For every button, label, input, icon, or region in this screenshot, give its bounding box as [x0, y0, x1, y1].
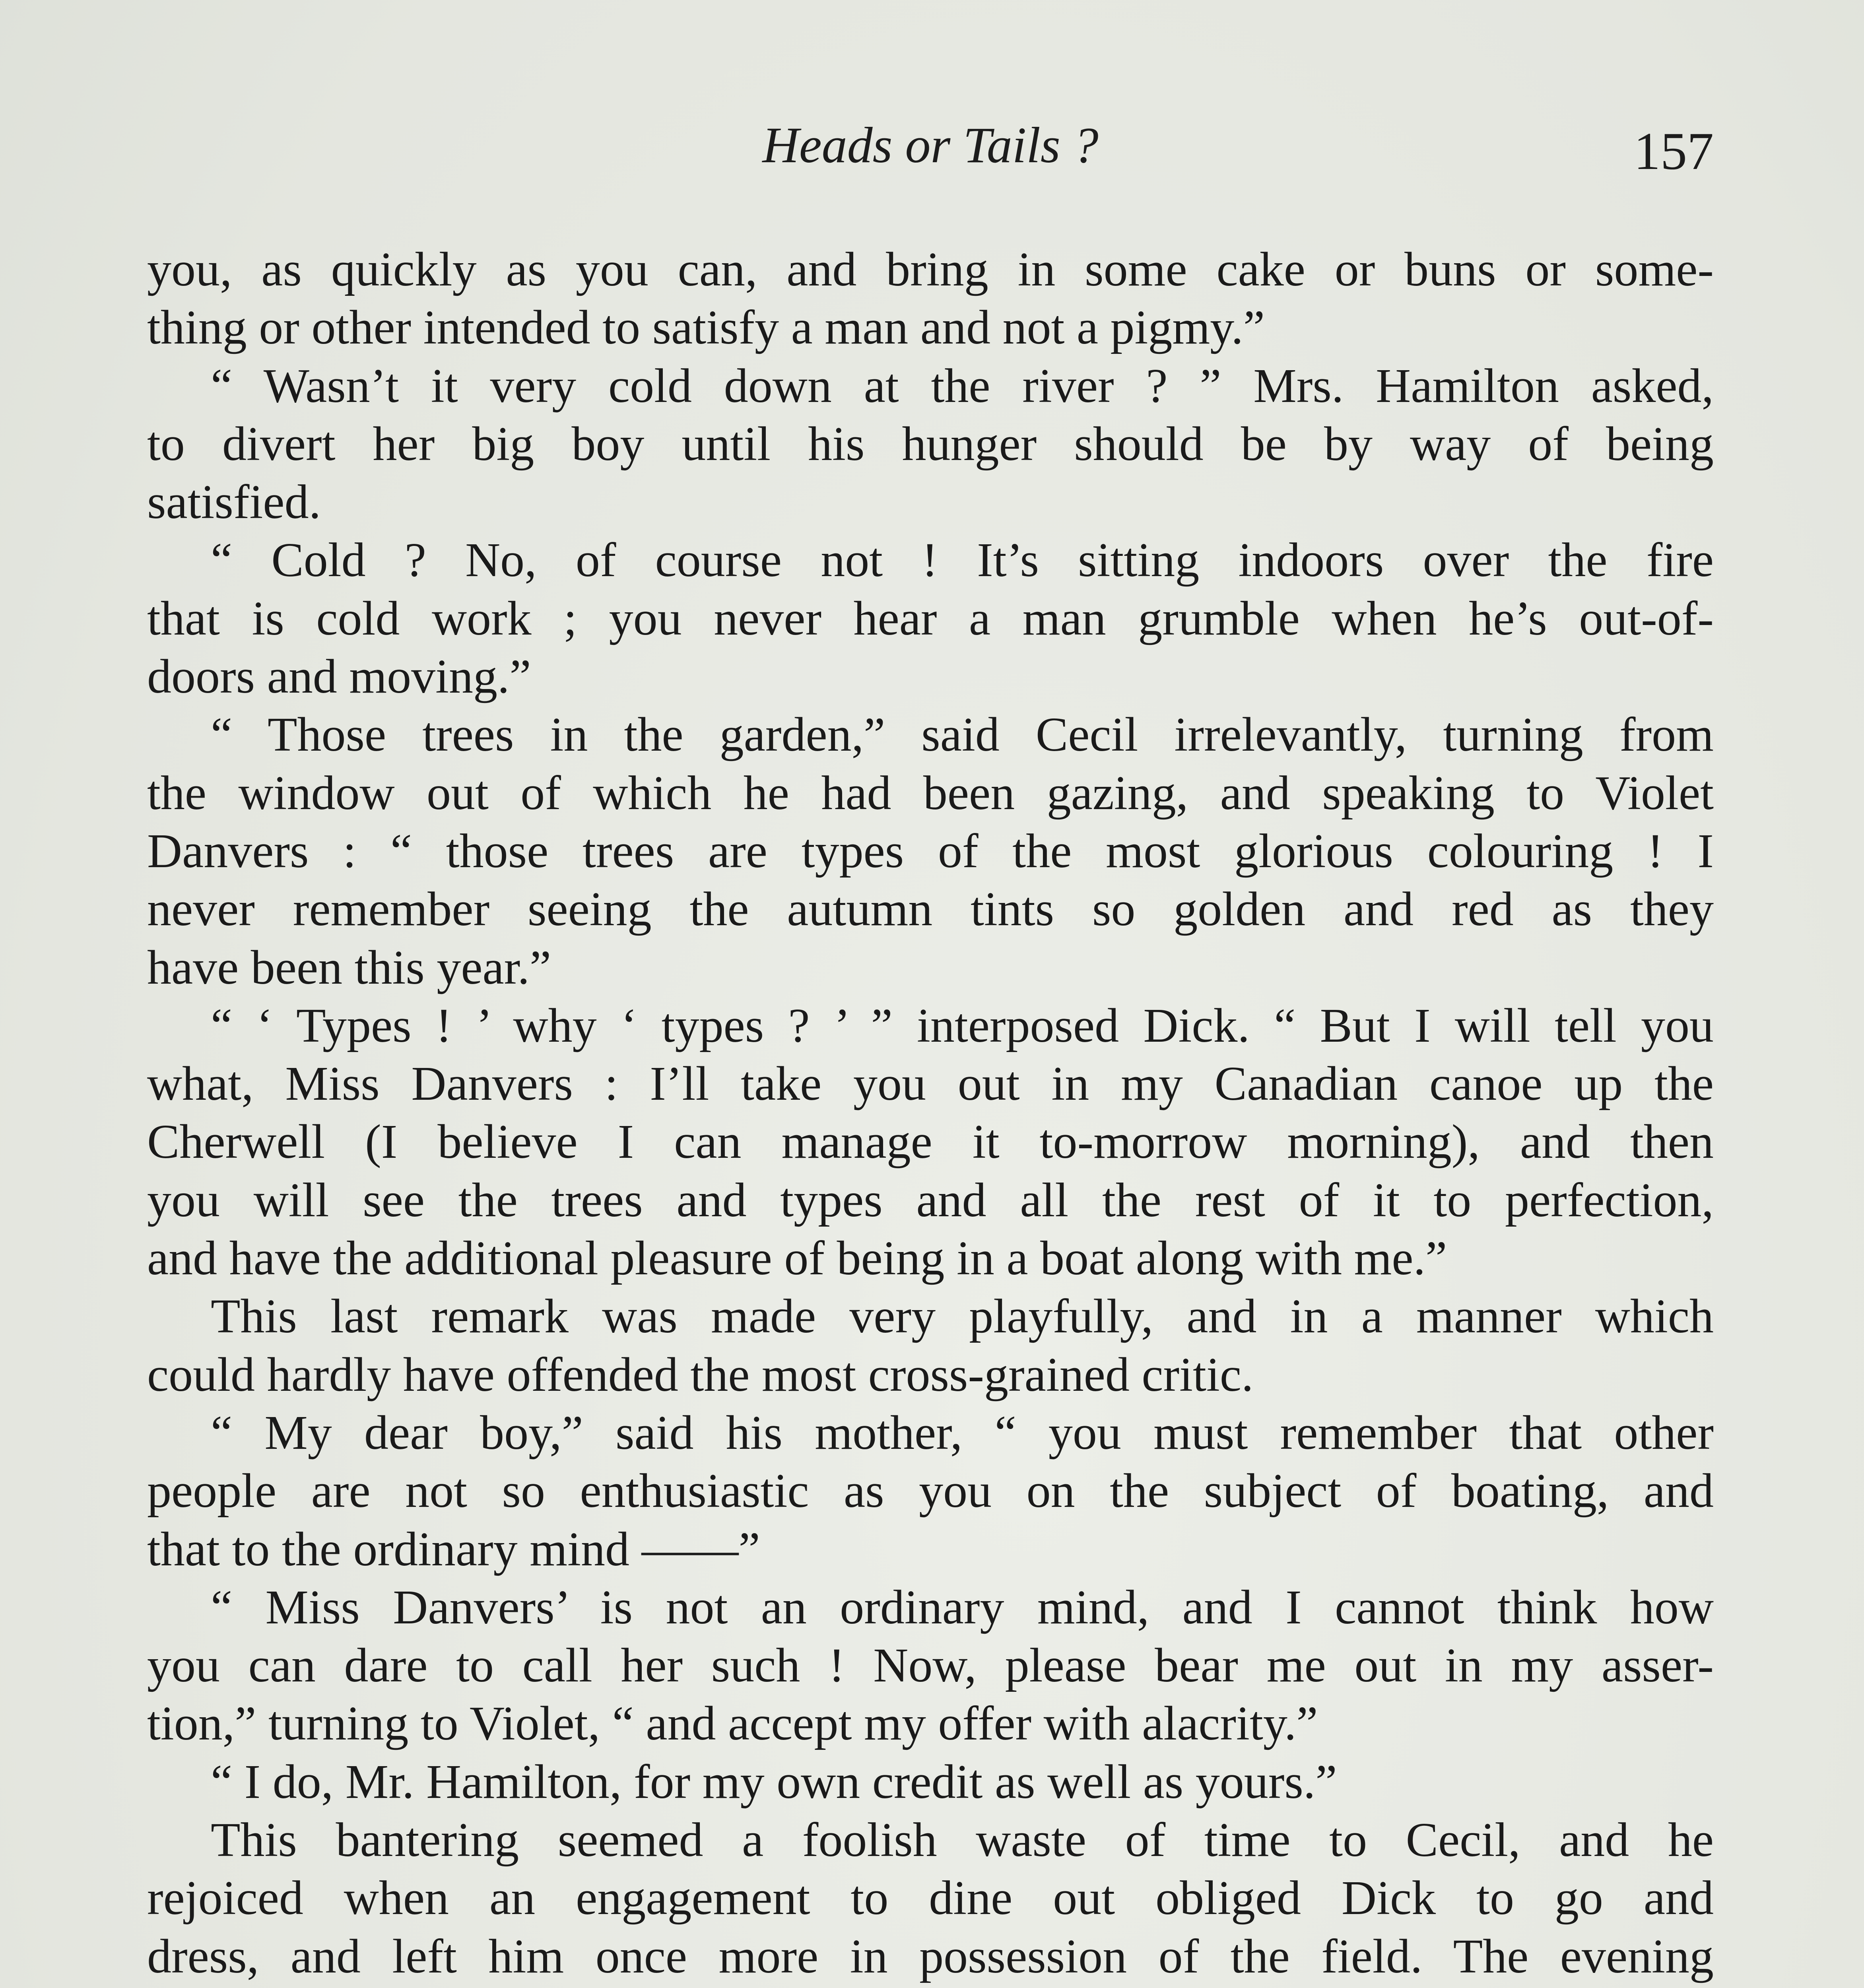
text-line: This bantering seemed a foolish waste of time to Cecil, and he: [211, 1813, 1714, 1867]
text-line: that to the ordinary mind ——”: [147, 1522, 760, 1576]
text-line: you can dare to call her such ! Now, please bear me out in my asser-: [147, 1639, 1714, 1693]
text-line: to divert her big boy until his hunger should be by way of being: [147, 417, 1714, 471]
text-line: and have the additional pleasure of being in a boat along with me.”: [147, 1231, 1447, 1285]
text-line: doors and moving.”: [147, 650, 531, 704]
text-line: “ Wasn’t it very cold down at the river ? ” Mrs. Hamilton asked,: [211, 359, 1714, 413]
text-line: [147, 1986, 1714, 1988]
text-line: people are not so enthusiastic as you on the subject of boating, and: [147, 1464, 1714, 1518]
page-number: 157: [1634, 122, 1714, 181]
text-line: “ I do, Mr. Hamilton, for my own credit as well as yours.”: [211, 1755, 1337, 1809]
text-line: the window out of which he had been gazing, and speaking to Violet: [147, 766, 1714, 820]
text-line: satisfied.: [147, 475, 321, 529]
text-line: what, Miss Danvers : I’ll take you out in my Canadian canoe up the: [147, 1057, 1714, 1111]
text-line: that is cold work ; you never hear a man grumble when he’s out-of-: [147, 591, 1714, 645]
text-line: This last remark was made very playfully, and in a manner which: [211, 1289, 1714, 1343]
text-line: “ My dear boy,” said his mother, “ you must remember that other: [211, 1406, 1714, 1460]
text-line: you, as quickly as you can, and bring in some cake or buns or some-: [147, 243, 1714, 296]
text-line: “ Cold ? No, of course not ! It’s sitting indoors over the fire: [211, 533, 1714, 587]
text-line: you will see the trees and types and all the rest of it to perfection,: [147, 1173, 1714, 1227]
text-line: “ ‘ Types ! ’ why ‘ types ? ’ ” interposed Dick. “ But I will tell you: [211, 998, 1714, 1052]
text-line: rejoiced when an engagement to dine out obliged Dick to go and: [147, 1871, 1714, 1925]
text-line: Danvers : “ those trees are types of the most glorious colouring ! I: [147, 824, 1714, 878]
body-text: [147, 241, 1714, 1988]
text-line: “ Those trees in the garden,” said Cecil irrelevantly, turning from: [211, 708, 1714, 762]
text-line: dress, and left him once more in possession of the field. The evening: [147, 1929, 1714, 1983]
text-line: thing or other intended to satisfy a man and not a pigmy.”: [147, 301, 1265, 355]
text-line: have been this year.”: [147, 940, 551, 994]
page-header: [147, 115, 1714, 195]
text-line: could hardly have offended the most cross-grained critic.: [147, 1347, 1254, 1402]
text-line: never remember seeing the autumn tints so golden and red as they: [147, 882, 1714, 936]
text-line: Cherwell (I believe I can manage it to-morrow morning), and then: [147, 1115, 1714, 1169]
text-line: tion,” turning to Violet, “ and accept my offer with alacrity.”: [147, 1697, 1318, 1751]
running-title: Heads or Tails ?: [762, 117, 1099, 173]
text-line: “ Miss Danvers’ is not an ordinary mind, and I cannot think how: [211, 1580, 1714, 1634]
